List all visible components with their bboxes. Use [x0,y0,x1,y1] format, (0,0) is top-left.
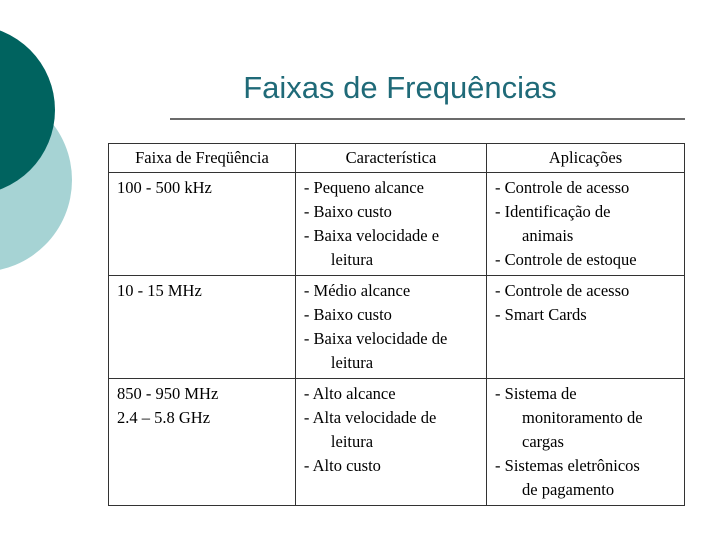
cell-line: - Alto custo [303,456,381,475]
cell-aplicacoes [487,173,685,276]
cell-caracteristica [295,173,486,276]
cell-faixa [109,173,296,276]
cell-line: - Controle de acesso [495,178,630,197]
cell-line: - Pequeno alcance [303,178,424,197]
cell-faixa [109,276,296,379]
header-aplicacoes: Aplicações [487,144,685,173]
cell-line: de pagamento [522,480,615,499]
title-underline [170,118,685,120]
cell-line: monitoramento de [522,408,643,427]
table-header-row [109,144,685,173]
cell-line: 10 - 15 MHz [117,281,202,300]
cell-line: - Alta velocidade de [303,408,437,427]
cell-line: - Identificação de [495,202,611,221]
frequency-table [108,143,685,506]
header-faixa: Faixa de Freqüência [109,144,296,173]
cell-line: - Alto alcance [303,384,396,403]
cell-line: - Médio alcance [303,281,411,300]
cell-line: 100 - 500 kHz [117,178,212,197]
cell-aplicacoes [487,379,685,506]
table-row [109,173,685,276]
cell-line: leitura [330,432,374,451]
slide-title: Faixas de Frequências [243,70,557,105]
cell-line: 850 - 950 MHz [117,384,219,403]
cell-line: - Baixa velocidade e [303,226,440,245]
cell-line: - Smart Cards [495,305,587,324]
cell-line: - Baixo custo [303,305,392,324]
cell-aplicacoes [487,276,685,379]
cell-line: animais [522,226,574,245]
cell-line: - Controle de acesso [495,281,630,300]
table-row [109,276,685,379]
cell-line: 2.4 – 5.8 GHz [117,408,211,427]
cell-line: leitura [330,250,374,269]
cell-line: leitura [330,353,374,372]
header-caracteristica: Característica [295,144,486,173]
cell-caracteristica [295,276,486,379]
table-row [109,379,685,506]
cell-line: cargas [522,432,564,451]
cell-caracteristica [295,379,486,506]
cell-line: - Sistemas eletrônicos [495,456,640,475]
cell-line: - Baixa velocidade de [303,329,448,348]
decorative-circles [0,0,110,300]
cell-line: - Sistema de [495,384,577,403]
cell-line: - Baixo custo [303,202,392,221]
cell-line: - Controle de estoque [495,250,637,269]
cell-faixa [109,379,296,506]
